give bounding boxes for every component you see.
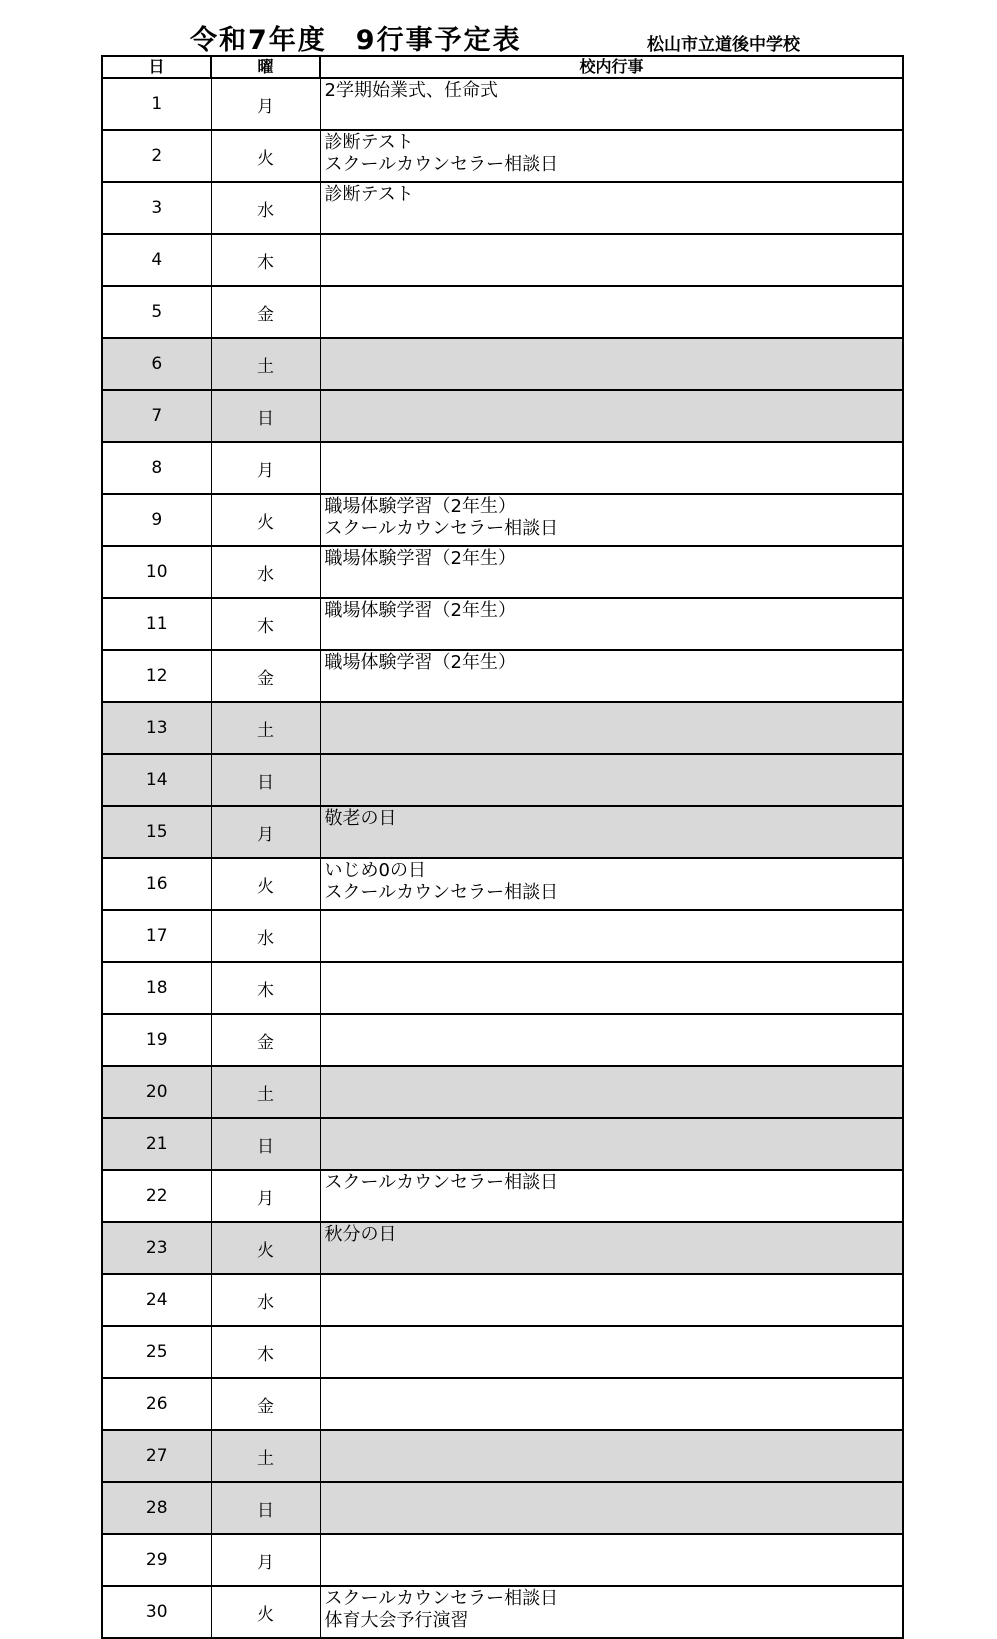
event-item: 2学期始業式、任命式 — [324, 80, 498, 101]
events-cell — [320, 1118, 903, 1170]
table-row — [102, 1430, 903, 1482]
table-row — [102, 338, 903, 390]
weekday-cell: 水 — [211, 910, 320, 962]
weekday-cell: 月 — [211, 1534, 320, 1586]
table-row — [102, 1066, 903, 1118]
day-cell: 2 — [102, 130, 211, 182]
weekday-cell: 水 — [211, 1274, 320, 1326]
events-cell — [320, 130, 903, 182]
day-cell: 21 — [102, 1118, 211, 1170]
weekday-cell: 土 — [211, 1066, 320, 1118]
column-header-weekday: 曜 — [211, 56, 320, 78]
events-cell — [320, 78, 903, 130]
weekday-cell: 土 — [211, 338, 320, 390]
column-header-day: 日 — [102, 56, 211, 78]
table-row — [102, 494, 903, 546]
day-cell: 3 — [102, 182, 211, 234]
weekday-cell: 月 — [211, 806, 320, 858]
page-title: 令和7年度 9行事予定表 — [190, 25, 522, 56]
events-cell — [320, 962, 903, 1014]
event-item: スクールカウンセラー相談日 — [324, 154, 559, 175]
table-row — [102, 910, 903, 962]
day-cell: 11 — [102, 598, 211, 650]
events-cell — [320, 806, 903, 858]
events-cell — [320, 546, 903, 598]
events-cell — [320, 1430, 903, 1482]
table-row — [102, 1482, 903, 1534]
weekday-cell: 木 — [211, 234, 320, 286]
events-cell — [320, 1222, 903, 1274]
weekday-cell: 火 — [211, 1586, 320, 1638]
events-cell — [320, 650, 903, 702]
day-cell: 5 — [102, 286, 211, 338]
schedule-body — [102, 78, 903, 1638]
weekday-cell: 水 — [211, 546, 320, 598]
day-cell: 12 — [102, 650, 211, 702]
day-cell: 20 — [102, 1066, 211, 1118]
events-cell — [320, 858, 903, 910]
events-cell — [320, 1274, 903, 1326]
weekday-cell: 火 — [211, 494, 320, 546]
day-cell: 1 — [102, 78, 211, 130]
event-item: 職場体験学習（2年生） — [324, 600, 516, 621]
table-row — [102, 1170, 903, 1222]
table-row — [102, 650, 903, 702]
table-row — [102, 78, 903, 130]
weekday-cell: 木 — [211, 962, 320, 1014]
header-row — [102, 56, 903, 78]
events-cell — [320, 338, 903, 390]
events-cell — [320, 286, 903, 338]
weekday-cell: 月 — [211, 1170, 320, 1222]
events-cell — [320, 390, 903, 442]
event-item: 体育大会予行演習 — [324, 1610, 469, 1631]
weekday-cell: 土 — [211, 1430, 320, 1482]
table-row — [102, 1326, 903, 1378]
day-cell: 17 — [102, 910, 211, 962]
event-item: 敬老の日 — [324, 808, 397, 829]
day-cell: 14 — [102, 754, 211, 806]
table-row — [102, 1534, 903, 1586]
weekday-cell: 木 — [211, 598, 320, 650]
weekday-cell: 金 — [211, 286, 320, 338]
day-cell: 27 — [102, 1430, 211, 1482]
table-row — [102, 1118, 903, 1170]
table-row — [102, 390, 903, 442]
day-cell: 19 — [102, 1014, 211, 1066]
event-item: スクールカウンセラー相談日 — [324, 1172, 559, 1193]
events-cell — [320, 702, 903, 754]
weekday-cell: 土 — [211, 702, 320, 754]
events-cell — [320, 598, 903, 650]
weekday-cell: 火 — [211, 858, 320, 910]
weekday-cell: 日 — [211, 390, 320, 442]
day-cell: 23 — [102, 1222, 211, 1274]
events-cell — [320, 1586, 903, 1638]
day-cell: 18 — [102, 962, 211, 1014]
day-cell: 28 — [102, 1482, 211, 1534]
school-name: 松山市立道後中学校 — [647, 35, 800, 55]
events-cell — [320, 1326, 903, 1378]
event-item: 職場体験学習（2年生） — [324, 652, 516, 673]
day-cell: 24 — [102, 1274, 211, 1326]
weekday-cell: 金 — [211, 1378, 320, 1430]
day-cell: 9 — [102, 494, 211, 546]
event-item: スクールカウンセラー相談日 — [324, 1588, 559, 1609]
table-row — [102, 130, 903, 182]
events-cell — [320, 1482, 903, 1534]
weekday-cell: 日 — [211, 754, 320, 806]
table-row — [102, 1586, 903, 1638]
events-cell — [320, 754, 903, 806]
day-cell: 25 — [102, 1326, 211, 1378]
event-item: 診断テスト — [324, 132, 414, 153]
table-row — [102, 754, 903, 806]
event-item: いじめ0の日 — [324, 860, 426, 881]
events-cell — [320, 1378, 903, 1430]
weekday-cell: 木 — [211, 1326, 320, 1378]
table-row — [102, 962, 903, 1014]
day-cell: 30 — [102, 1586, 211, 1638]
day-cell: 10 — [102, 546, 211, 598]
weekday-cell: 金 — [211, 1014, 320, 1066]
events-cell — [320, 494, 903, 546]
table-row — [102, 806, 903, 858]
day-cell: 7 — [102, 390, 211, 442]
day-cell: 6 — [102, 338, 211, 390]
weekday-cell: 金 — [211, 650, 320, 702]
events-cell — [320, 182, 903, 234]
day-cell: 8 — [102, 442, 211, 494]
table-row — [102, 234, 903, 286]
events-cell — [320, 1170, 903, 1222]
weekday-cell: 火 — [211, 130, 320, 182]
day-cell: 16 — [102, 858, 211, 910]
table-row — [102, 1378, 903, 1430]
table-row — [102, 546, 903, 598]
event-item: 職場体験学習（2年生） — [324, 496, 516, 517]
day-cell: 22 — [102, 1170, 211, 1222]
weekday-cell: 月 — [211, 78, 320, 130]
table-row — [102, 1274, 903, 1326]
event-item: スクールカウンセラー相談日 — [324, 882, 559, 903]
day-cell: 26 — [102, 1378, 211, 1430]
events-cell — [320, 910, 903, 962]
events-cell — [320, 442, 903, 494]
day-cell: 4 — [102, 234, 211, 286]
weekday-cell: 日 — [211, 1118, 320, 1170]
table-row — [102, 286, 903, 338]
weekday-cell: 火 — [211, 1222, 320, 1274]
weekday-cell: 水 — [211, 182, 320, 234]
day-cell: 13 — [102, 702, 211, 754]
events-cell — [320, 1066, 903, 1118]
event-item: スクールカウンセラー相談日 — [324, 518, 559, 539]
table-row — [102, 442, 903, 494]
table-row — [102, 1222, 903, 1274]
weekday-cell: 月 — [211, 442, 320, 494]
table-row — [102, 858, 903, 910]
day-cell: 29 — [102, 1534, 211, 1586]
table-row — [102, 598, 903, 650]
events-cell — [320, 1014, 903, 1066]
events-cell — [320, 1534, 903, 1586]
events-cell — [320, 234, 903, 286]
table-row — [102, 182, 903, 234]
day-cell: 15 — [102, 806, 211, 858]
event-item: 診断テスト — [324, 184, 414, 205]
schedule-table — [101, 55, 904, 1639]
table-row — [102, 702, 903, 754]
column-header-events: 校内行事 — [320, 56, 903, 78]
table-row — [102, 1014, 903, 1066]
event-item: 秋分の日 — [324, 1224, 397, 1245]
weekday-cell: 日 — [211, 1482, 320, 1534]
event-item: 職場体験学習（2年生） — [324, 548, 516, 569]
